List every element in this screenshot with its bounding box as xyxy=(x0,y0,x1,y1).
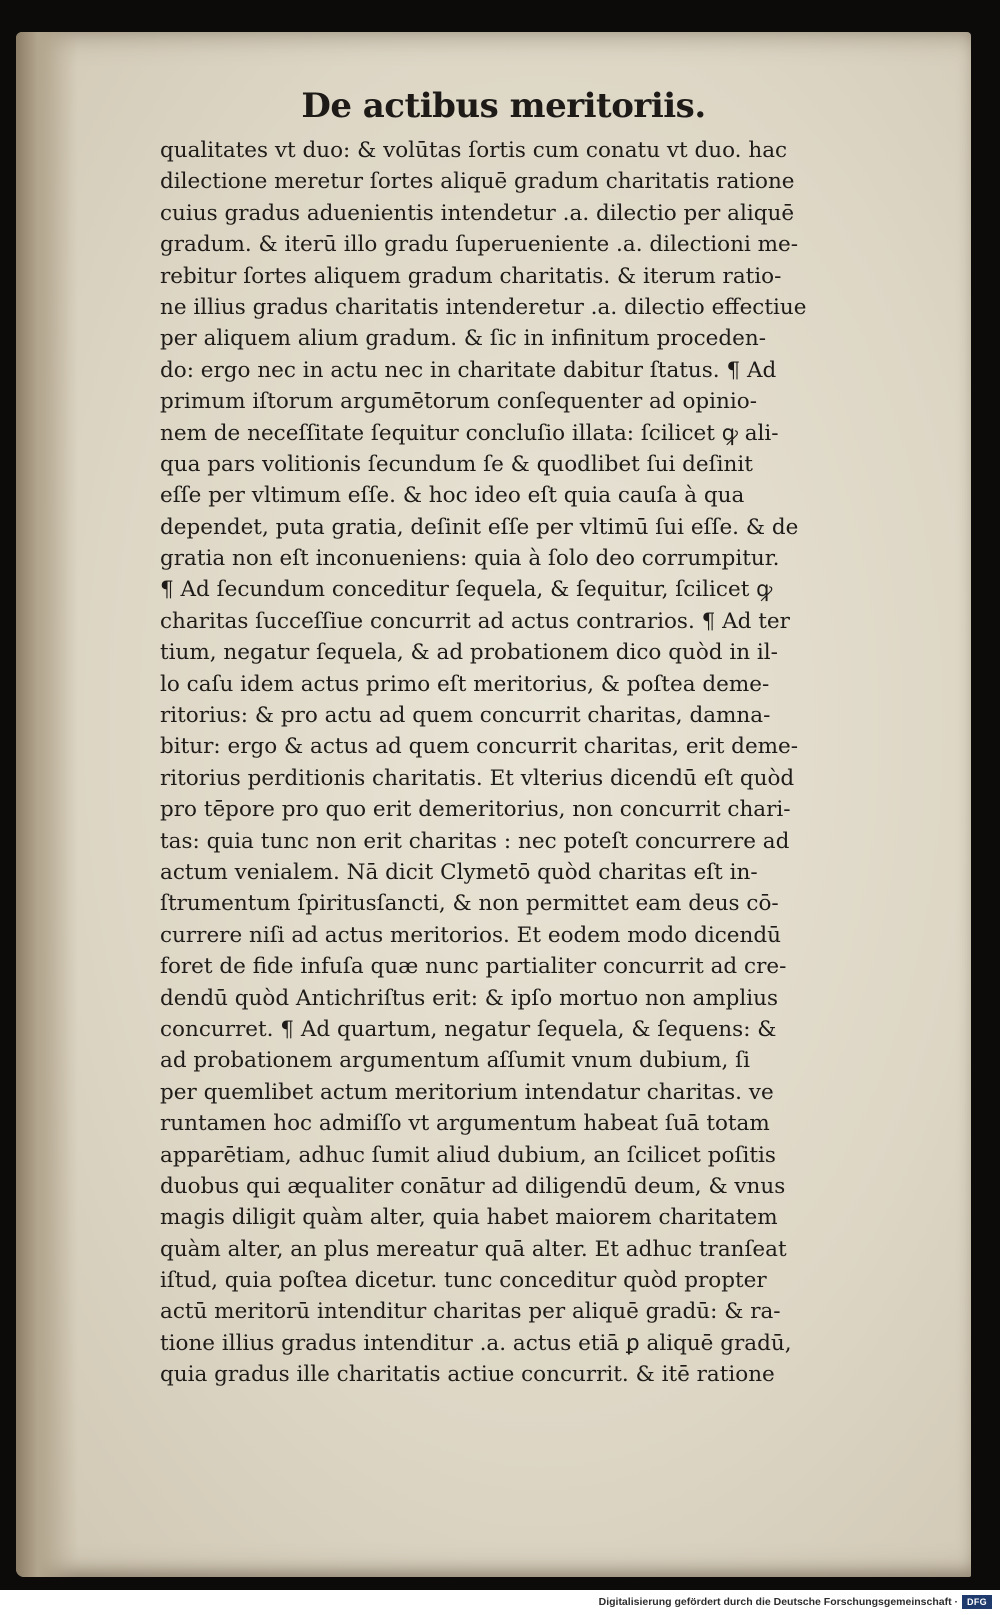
text-line: lo caſu idem actus primo eſt meritorius, & poſtea deme- xyxy=(160,671,770,697)
text-line: primum iſtorum argumētorum conſequenter ad opinio- xyxy=(160,389,757,415)
footer-credit-text: Digitalisierung gefördert durch die Deutsche Forschungsgemeinschaft · xyxy=(598,1596,958,1608)
text-line: quàm alter, an plus mereatur quā alter. Et adhuc tranſeat xyxy=(160,1236,787,1262)
text-line: concurret. ¶ Ad quartum, negatur ſequela, & ſequens: & xyxy=(160,1016,777,1042)
text-line: rebitur ſortes aliquem gradum charitatis. & iterum ratio- xyxy=(160,263,782,289)
text-line: pro tēpore pro quo erit demeritorius, non concurrit chari- xyxy=(160,797,791,823)
text-line: ſtrumentum ſpiritusſancti, & non permittet eam deus cō- xyxy=(160,891,779,917)
dfg-logo: DFG xyxy=(962,1595,992,1609)
footer-bar xyxy=(0,1590,1000,1615)
running-title: De actibus meritoriis. xyxy=(301,86,706,126)
text-line: ad probationem argumentum aſſumit vnum dubium, ſi xyxy=(160,1048,750,1074)
text-line: qua pars volitionis ſecundum ſe & quodlibet ſui deſinit xyxy=(160,451,753,477)
text-line: dilectione meretur ſortes aliquē gradum charitatis ratione xyxy=(160,169,795,195)
text-line: qualitates vt duo: & volūtas ſortis cum conatu vt duo. hac xyxy=(160,138,788,163)
text-line: gratia non eſt inconueniens: quia à ſolo deo corrumpitur. xyxy=(160,546,780,572)
text-block xyxy=(160,135,890,1391)
text-line: eſſe per vltimum eſſe. & hoc ideo eſt quia cauſa à qua xyxy=(160,483,745,509)
text-line: do: ergo nec in actu nec in charitate dabitur ſtatus. ¶ Ad xyxy=(160,357,777,383)
text-line: charitas ſucceſſiue concurrit ad actus contrarios. ¶ Ad ter xyxy=(160,608,790,634)
text-line: iſtud, quia poſtea dicetur. tunc conceditur quòd propter xyxy=(160,1268,767,1294)
text-line: actum venialem. Nā dicit Clymetō quòd charitas eſt in- xyxy=(160,859,758,885)
text-line: currere niſi ad actus meritorios. Et eodem modo dicendū xyxy=(160,922,781,948)
text-line: tione illius gradus intenditur .a. actus etiā ꝑ aliquē gradū, xyxy=(160,1330,792,1356)
text-line: duobus qui æqualiter conātur ad diligendū deum, & vnus xyxy=(160,1173,786,1199)
text-line: nem de neceſſitate ſequitur concluſio illata: ſcilicet ꝙ ali- xyxy=(160,420,779,446)
text-line: ritorius: & pro actu ad quem concurrit charitas, damna- xyxy=(160,703,771,729)
text-line: quia gradus ille charitatis actiue concurrit. & itē ratione xyxy=(160,1362,775,1388)
text-line: cuius gradus aduenientis intendetur .a. dilectio per aliquē xyxy=(160,200,795,226)
text-line: actū meritorū intenditur charitas per aliquē gradū: & ra- xyxy=(160,1299,781,1325)
text-line: ritorius perditionis charitatis. Et vlterius dicendū eſt quòd xyxy=(160,765,795,791)
text-line: gradum. & iterū illo gradu ſuperueniente .a. dilectioni me- xyxy=(160,232,799,258)
text-line: ne illius gradus charitatis intenderetur .a. dilectio effectiue xyxy=(160,294,807,320)
text-line: apparētiam, adhuc ſumit aliud dubium, an ſcilicet poſitis xyxy=(160,1142,776,1168)
text-line: tium, negatur ſequela, & ad probationem dico quòd in il- xyxy=(160,640,778,666)
text-line: bitur: ergo & actus ad quem concurrit charitas, erit deme- xyxy=(160,734,799,760)
text-line: foret de fide infuſa quæ nunc partialiter concurrit ad cre- xyxy=(160,954,787,980)
text-line: runtamen hoc admiſſo vt argumentum habeat ſuā totam xyxy=(160,1111,770,1137)
text-line: per quemlibet actum meritorium intendatur charitas. ve xyxy=(160,1079,774,1105)
text-line: tas: quia tunc non erit charitas : nec poteſt concurrere ad xyxy=(160,828,790,854)
page-gutter-shadow xyxy=(16,32,78,1577)
text-line: magis diligit quàm alter, quia habet maiorem charitatem xyxy=(160,1205,778,1231)
text-line: dependet, puta gratia, deſinit eſſe per vltimū ſui eſſe. & de xyxy=(160,514,799,540)
text-line: ¶ Ad ſecundum conceditur ſequela, & ſequitur, ſcilicet ꝙ xyxy=(160,577,773,603)
text-line: dendū quòd Antichriſtus erit: & ipſo mortuo non amplius xyxy=(160,985,779,1011)
text-line: per aliquem alium gradum. & ſic in infinitum proceden- xyxy=(160,326,766,352)
